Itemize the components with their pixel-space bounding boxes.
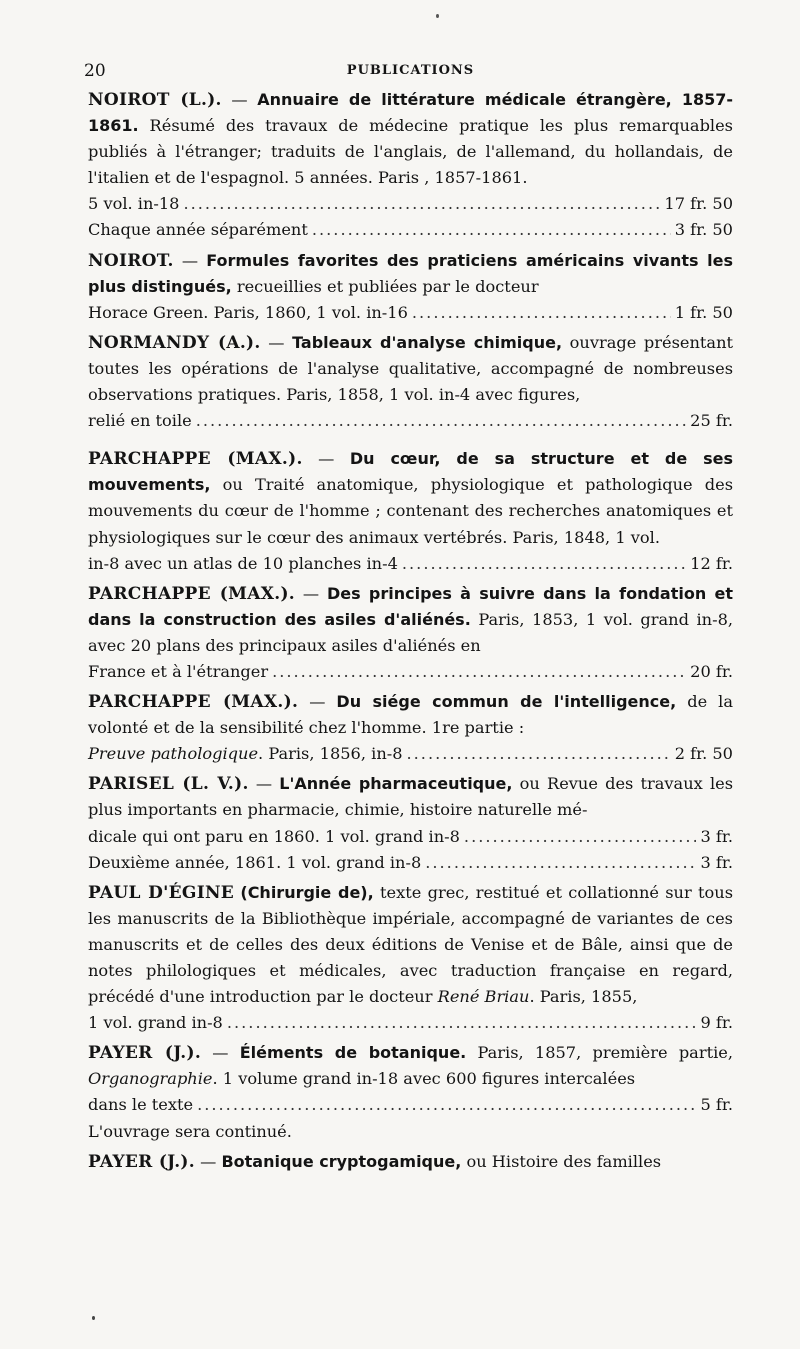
entry-author: PAYER (J.). <box>88 1043 202 1064</box>
entry-author: PARCHAPPE (MAX.). <box>88 583 296 604</box>
entry-author: PARCHAPPE (MAX.). <box>88 449 303 470</box>
entry-title: Des principes à suivre dans la fondation et dans la construction des asiles d'aliénés. <box>88 583 733 629</box>
entry-title: Éléments de botanique. <box>239 1043 467 1063</box>
italic-subtitle: Preuve pathologique <box>88 744 259 764</box>
price-line <box>88 850 733 876</box>
entry-description: ou Traité anatomique, physiologique et pathologique des mouvements du cœur de l'homme ; contenant des recherches anatomiques et physiologiques sur le cœur des animaux vertébrés. Paris, 1848, 1 vol. <box>88 475 733 547</box>
entry-description: Paris, 1857, première partie, <box>477 1043 733 1063</box>
price-line-label: Deuxième année, 1861. 1 vol. grand in-8 <box>88 852 422 872</box>
dot-leader <box>412 300 671 326</box>
price-line-label: Chaque année séparément <box>88 220 308 240</box>
price-line <box>88 1010 733 1036</box>
dot-leader <box>407 741 671 767</box>
book-page <box>84 55 734 1175</box>
catalog-entry: PAYER (J.). — Botanique cryptogamique, ou Histoire des familles <box>88 1151 662 1172</box>
price: 1 fr. 50 <box>674 302 733 322</box>
dot-leader <box>312 217 671 243</box>
price-line <box>88 824 733 850</box>
catalog-entry: PARISEL (L. V.). — L'Année pharmaceutique, ou Revue des travaux les plus importants en pharmacie, chimie, histoire naturelle mé- dicale qui ont paru en 1860. 1 vol. grand in-8 ..... 3 fr. Deuxième année, 1861. 1 vol. grand in-8 ..... 3 fr. <box>88 771 733 875</box>
entry-title: Du siége commun de l'intelligence, <box>336 692 677 712</box>
running-head: PUBLICATIONS <box>346 63 475 78</box>
entry-description-tail: . Paris, 1855, <box>529 987 638 1007</box>
entry-note: L'ouvrage sera continué. <box>88 1121 292 1141</box>
price-line <box>88 659 733 685</box>
price-line-label: dicale qui ont paru en 1860. 1 vol. grand in-8 <box>88 826 460 846</box>
italic-name: René Briau <box>437 987 530 1007</box>
entry-description: ouvrage présentant toutes les opérations de l'analyse qualitative, accompagné de nombreuses observations pratiques. Paris, 1858, 1 vol. in-4 avec figures, <box>88 332 734 405</box>
entry-title: L'Année pharmaceutique, <box>279 774 513 794</box>
price: 3 fr. 50 <box>674 220 733 240</box>
dot-leader <box>227 1010 697 1036</box>
entry-author: NOIROT (L.). <box>88 90 222 110</box>
price: 25 fr. <box>690 411 733 431</box>
page-header <box>84 55 733 87</box>
price-line <box>88 191 733 217</box>
price: 3 fr. <box>700 826 733 846</box>
price-line-label: dans le texte <box>88 1095 194 1115</box>
price: 5 fr. <box>700 1095 733 1115</box>
price-line-label: Horace Green. Paris, 1860, 1 vol. in-16 <box>88 302 408 322</box>
entry-title: Botanique cryptogamique, <box>221 1151 462 1171</box>
price-line <box>88 551 733 577</box>
dot-leader <box>272 659 686 685</box>
entry-description: Paris, 1853, 1 vol. grand in-8, avec 20 plans des principaux asiles d'aliénés en <box>88 609 734 655</box>
entry-title: Du cœur, de sa structure et de ses mouvements, <box>88 449 734 495</box>
catalog-entry <box>88 880 733 1037</box>
entry-title: (Chirurgie de), <box>240 882 374 902</box>
dot-leader <box>196 408 686 434</box>
ink-speck <box>92 1316 95 1320</box>
ink-speck <box>436 14 439 18</box>
entry-description: recueillies et publiées par le docteur <box>236 276 539 296</box>
entry-title: Annuaire de littérature médicale étrangère, 1857-1861. <box>88 90 733 136</box>
entry-author: PARISEL (L. V.). <box>88 774 249 795</box>
price-line-label: 1 vol. grand in-8 <box>88 1013 223 1033</box>
italic-subtitle: Organographie <box>88 1069 213 1089</box>
entry-description: ou Revue des travaux les plus importants en pharmacie, chimie, histoire naturelle mé- <box>88 774 734 820</box>
price-line-label: in-8 avec un atlas de 10 planches in-4 <box>88 553 398 573</box>
dot-leader <box>464 824 697 850</box>
price: 2 fr. 50 <box>674 744 733 764</box>
entry-description: ou Histoire des familles <box>466 1151 662 1171</box>
price-line-label: relié en toile <box>88 411 192 431</box>
price: 12 fr. <box>690 553 733 573</box>
price-line-label: 5 vol. in-18 <box>88 194 180 214</box>
catalog-entry: NOIROT. — Formules favorites des praticiens américains vivants les plus distingués, recueillies et publiées par le docteur Horace Green. Paris, 1860, 1 vol. in-16 ..... 1 fr. 50 <box>88 248 733 326</box>
price-line <box>88 1092 733 1118</box>
dot-leader <box>402 551 686 577</box>
spacer <box>88 434 733 446</box>
catalog-entry: PAYER (J.). — Éléments de botanique. Paris, 1857, première partie, Organographie. 1 volume grand in-18 avec 600 figures intercalées dans le texte ..... 5 fr. L'ouvrage sera continué. <box>88 1040 733 1144</box>
price-line <box>88 408 733 434</box>
entry-description-tail: . 1 volume grand in-18 avec 600 figures intercalées <box>212 1069 636 1089</box>
dot-leader <box>183 191 660 217</box>
catalog-entry: PARCHAPPE (MAX.). — Des principes à suivre dans la fondation et dans la construction des asiles d'aliénés. Paris, 1853, 1 vol. grand in-8, avec 20 plans des principaux asiles d'aliénés en France et à l'étranger ..... 20 fr. <box>88 581 733 685</box>
price-line-label-text: . Paris, 1856, in-8 <box>258 744 403 764</box>
entry-author: PARCHAPPE (MAX.). <box>88 692 299 713</box>
entry-author: NOIROT. <box>88 250 174 271</box>
dot-leader <box>197 1092 696 1118</box>
entry-description: texte grec, restitué et collationné sur tous les manuscrits de la Bibliothèque impériale, accompagné de variantes de ces manuscrits et de celles des deux éditions de Venise et de Bâle, ainsi que de notes philologiques et médicales, avec traduction française en regard, précédé d'une introduction par le docteur <box>88 882 734 1007</box>
price-line-label: France et à l'étranger <box>88 661 269 681</box>
price: 20 fr. <box>690 661 733 681</box>
price: 3 fr. <box>700 852 733 872</box>
entry-description: de la volonté et de la sensibilité chez l'homme. 1re partie : <box>88 692 734 738</box>
price: 9 fr. <box>700 1013 733 1033</box>
catalog-entry: NOIROT (L.). — Annuaire de littérature médicale étrangère, 1857-1861. Résumé des travaux de médecine pratique les plus remarquables publiés à l'étranger; traduits de l'anglais, de l'allemand, du hollandais, de l'italien et de l'espagnol. 5 années. Paris , 1857-1861. 5 vol. in-18 ..... 17 fr. 50 Chaque année séparément ..... 3 fr. 50 <box>88 87 733 244</box>
price-line <box>88 217 733 243</box>
entry-author: PAYER (J.). <box>88 1151 195 1172</box>
dot-leader <box>425 850 696 876</box>
entry-author: PAUL D'ÉGINE <box>88 882 235 903</box>
price: 17 fr. 50 <box>664 194 733 214</box>
catalog-entry: PARCHAPPE (MAX.). — Du cœur, de sa structure et de ses mouvements, ou Traité anatomique, physiologique et pathologique des mouvements du cœur de l'homme ; contenant des recherches anatomiques et physiologiques sur le cœur des animaux vertébrés. Paris, 1848, 1 vol. in-8 avec un atlas de 10 planches in-4 ..... 12 fr. <box>88 446 733 576</box>
page-number: 20 <box>84 61 106 81</box>
entry-title: Tableaux d'analyse chimique, <box>292 332 563 352</box>
entry-author: NORMANDY (A.). <box>88 332 261 353</box>
catalog-entry: NORMANDY (A.). — Tableaux d'analyse chimique, ouvrage présentant toutes les opérations de l'analyse qualitative, accompagné de nombreuses observations pratiques. Paris, 1858, 1 vol. in-4 avec figures, relié en toile ..... 25 fr. <box>88 330 733 434</box>
price-line <box>88 741 733 767</box>
price-line-label <box>88 741 403 767</box>
price-line <box>88 300 733 326</box>
entry-title: Formules favorites des praticiens américains vivants les plus distingués, <box>88 250 733 296</box>
catalog-entry: PARCHAPPE (MAX.). — Du siége commun de l'intelligence, de la volonté et de la sensibilité chez l'homme. 1re partie : Preuve pathologique. Paris, 1856, in-8 ..... 2 fr. 50 <box>88 689 733 767</box>
entry-description: Résumé des travaux de médecine pratique les plus remarquables publiés à l'étranger; traduits de l'anglais, de l'allemand, du hollandais, de l'italien et de l'espagnol. 5 années. Paris , 1857-1861. <box>88 116 733 188</box>
